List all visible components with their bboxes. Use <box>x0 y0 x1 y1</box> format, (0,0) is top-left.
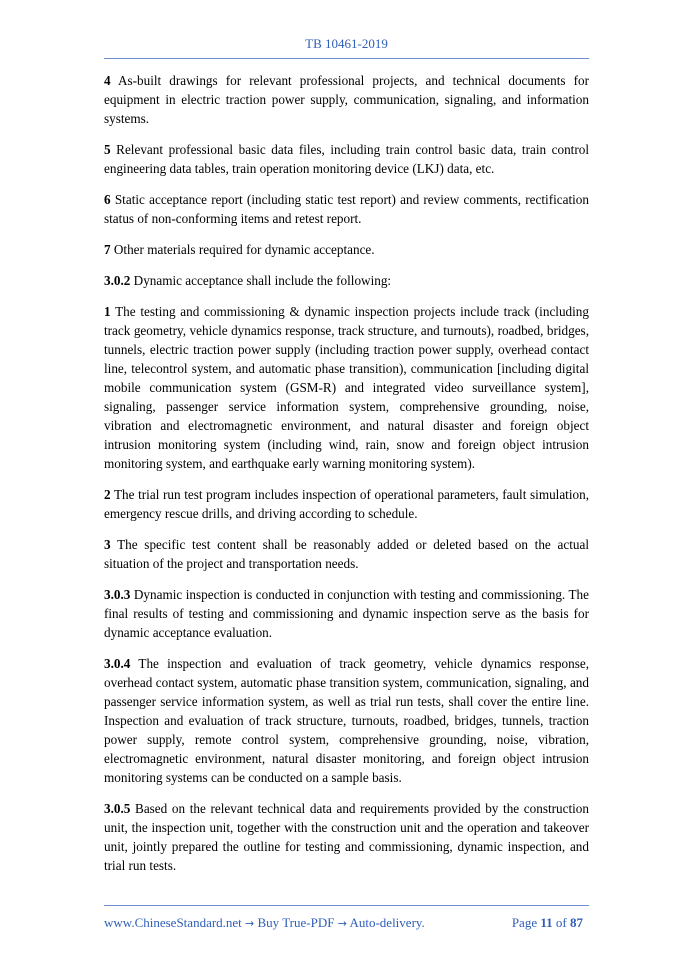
document-id-header: TB 10461-2019 <box>305 36 388 51</box>
paragraph-3 <box>104 535 589 573</box>
paragraph-5 <box>104 140 589 178</box>
paragraph-text: The specific test content shall be reasonably added or deleted based on the actual situation of the project and transportation needs. <box>104 537 589 571</box>
auto-delivery-text: Auto-delivery. <box>346 915 425 930</box>
item-number: 6 <box>104 192 111 207</box>
clause-3-0-5 <box>104 799 589 875</box>
item-number: 5 <box>104 142 111 157</box>
paragraph-text: Based on the relevant technical data and requirements provided by the construction unit, the inspection unit, together with the construction unit and the operation and takeover unit, jointly prepared the outline for testing and commissioning, dynamic inspection, and trial run tests. <box>104 801 589 873</box>
paragraph-text: Relevant professional basic data files, including train control basic data, train control engineering data tables, train operation monitoring device (LKJ) data, etc. <box>104 142 589 176</box>
arrow-right-icon: → <box>337 917 347 930</box>
footer-links <box>104 914 425 933</box>
clause-3-0-3 <box>104 585 589 642</box>
document-body <box>104 71 589 887</box>
item-number: 4 <box>104 73 111 88</box>
page-indicator <box>512 914 583 932</box>
item-number: 3 <box>104 537 111 552</box>
paragraph-text: Dynamic acceptance shall include the following: <box>130 273 392 288</box>
page-of-label: of <box>552 915 570 930</box>
paragraph-4 <box>104 71 589 128</box>
item-number: 2 <box>104 487 111 502</box>
paragraph-6 <box>104 190 589 228</box>
clause-3-0-4 <box>104 654 589 787</box>
page-label: Page <box>511 915 541 930</box>
arrow-right-icon: → <box>245 917 255 930</box>
paragraph-text: Static acceptance report (including static test report) and review comments, rectification status of non-conforming items and retest report. <box>104 192 589 226</box>
page-total: 87 <box>570 915 583 930</box>
paragraph-text: Dynamic inspection is conducted in conjunction with testing and commissioning. The final results of testing and commissioning and dynamic inspection serve as the basis for dynamic acceptance evaluation. <box>104 587 589 640</box>
paragraph-2 <box>104 485 589 523</box>
clause-number: 3.0.5 <box>104 801 131 816</box>
clause-3-0-2 <box>104 271 589 290</box>
page-current: 11 <box>540 915 553 930</box>
site-link[interactable]: www.ChineseStandard.net <box>104 915 242 930</box>
item-number: 7 <box>104 242 111 257</box>
page-footer <box>104 914 589 932</box>
footer-divider <box>104 905 589 906</box>
paragraph-text: Other materials required for dynamic acceptance. <box>110 242 375 257</box>
item-number: 1 <box>104 304 111 319</box>
paragraph-7 <box>104 240 589 259</box>
header-divider <box>104 58 589 59</box>
paragraph-text: The inspection and evaluation of track geometry, vehicle dynamics response, overhead contact system, automatic phase transition system, communication, signaling, and passenger service information system, as well as trial run tests, shall cover the entire line. Inspection and evaluation of track structure, turnouts, roadbed, bridges, tunnels, traction power supply, remote control system, comprehensive grounding, noise, vibration, electromagnetic environment, natural disaster monitoring, and foreign object intrusion monitoring systems can be conducted on a sample basis. <box>104 656 589 785</box>
paragraph-text: The testing and commissioning & dynamic inspection projects include track (including track geometry, vehicle dynamics response, track structure, and turnouts), roadbed, bridges, tunnels, electric traction power supply (including traction power supply, overhead contact line, telecontrol system, and automatic phase transition), communication [including digital mobile communication system (GSM-R) and integrated video surveillance system], signaling, passenger service information system, comprehensive grounding, noise, vibration and electromagnetic environment, and natural disaster and foreign object intrusion monitoring system (including wind, rain, snow and foreign object intrusion monitoring system, and earthquake early warning monitoring system). <box>104 304 589 471</box>
clause-number: 3.0.4 <box>104 656 131 671</box>
paragraph-text: As-built drawings for relevant professional projects, and technical documents for equipment in electric traction power supply, communication, signaling, and information systems. <box>104 73 589 126</box>
buy-true-pdf-link[interactable]: Buy True-PDF <box>254 915 338 930</box>
paragraph-1 <box>104 302 589 473</box>
clause-number: 3.0.2 <box>104 273 131 288</box>
clause-number: 3.0.3 <box>104 587 131 602</box>
paragraph-text: The trial run test program includes inspection of operational parameters, fault simulation, emergency rescue drills, and driving according to schedule. <box>104 487 589 521</box>
